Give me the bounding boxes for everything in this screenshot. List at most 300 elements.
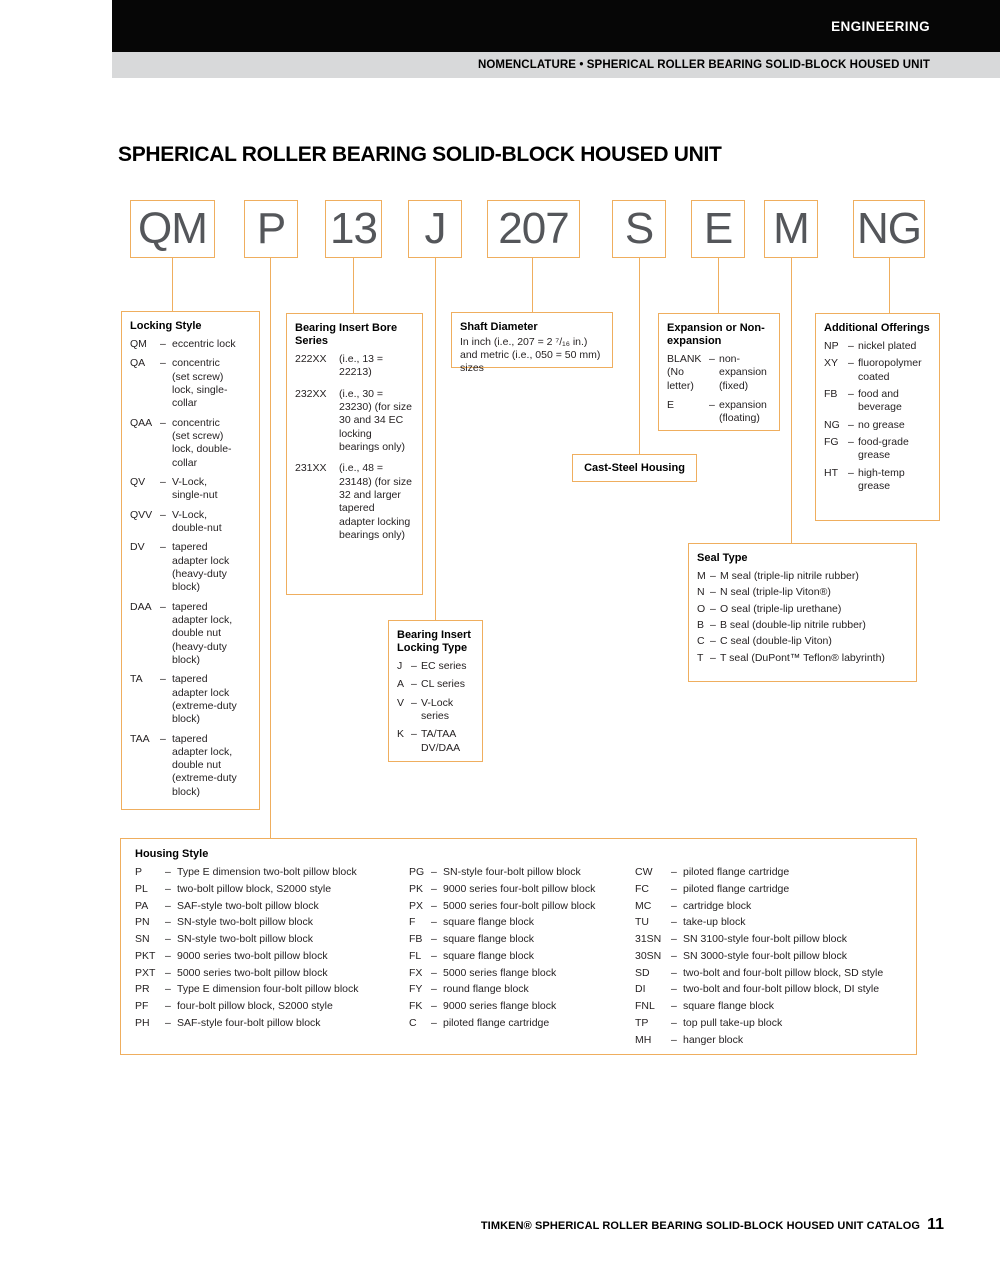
nomenclature-entry — [409, 950, 595, 964]
nomenclature-entry — [135, 1000, 359, 1014]
entry-dash: – — [160, 508, 166, 521]
connector-line-bore-series — [353, 258, 354, 313]
entry-dash: – — [671, 949, 677, 962]
header-bar — [112, 0, 1000, 52]
entry-code: DV — [130, 541, 145, 554]
entry-code: MH — [635, 1033, 652, 1046]
entry-dash: – — [165, 916, 171, 929]
entry-dash: – — [431, 966, 437, 979]
entry-desc: concentric (set screw) lock, double-collar — [172, 416, 232, 469]
nomenclature-entry — [635, 916, 883, 930]
entry-code: PKT — [135, 949, 156, 962]
nomenclature-entry — [824, 388, 931, 415]
nomenclature-entry — [135, 916, 359, 930]
entry-code: FC — [635, 882, 649, 895]
nomenclature-entry — [130, 733, 251, 800]
nomenclature-entry — [397, 660, 474, 673]
entry-code: N — [697, 586, 705, 599]
entry-code: J — [397, 659, 403, 672]
entry-dash: – — [160, 673, 166, 686]
code-box — [325, 200, 382, 258]
entry-desc: two-bolt and four-bolt pillow block, DI style — [683, 983, 880, 996]
nomenclature-entry — [697, 570, 908, 583]
entry-desc: 9000 series four-bolt pillow block — [443, 882, 596, 895]
entry-desc: hanger block — [683, 1033, 744, 1046]
housing-col-3 — [635, 866, 883, 1050]
entry-code: HT — [824, 466, 838, 479]
entry-dash: – — [848, 418, 854, 431]
entry-code: 31SN — [635, 933, 662, 945]
code-box — [612, 200, 666, 258]
entry-code: K — [397, 728, 405, 741]
entry-code: FB — [824, 387, 838, 400]
entry-list — [130, 338, 251, 799]
entry-code: B — [697, 618, 705, 631]
nomenclature-entry — [135, 933, 359, 947]
nomenclature-entry — [135, 866, 359, 880]
entry-desc: expansion (floating) — [719, 398, 767, 425]
nomenclature-entry — [295, 353, 414, 380]
entry-code: O — [697, 602, 706, 615]
entry-code: TA — [130, 673, 143, 686]
entry-dash: – — [431, 983, 437, 996]
entry-dash: – — [165, 899, 171, 912]
entry-dash: – — [160, 357, 166, 370]
entry-code: C — [409, 1016, 417, 1029]
entry-code: F — [409, 916, 416, 929]
entry-code: FY — [409, 983, 423, 996]
box-housing-style — [120, 838, 917, 1055]
code-box-label: NG — [857, 204, 921, 253]
entry-dash: – — [848, 357, 854, 370]
entry-code: T — [697, 651, 704, 664]
entry-desc: B seal (double-lip nitrile rubber) — [720, 618, 866, 631]
entry-desc: concentric (set screw) lock, single-collar — [172, 357, 228, 410]
entry-desc: cartridge block — [683, 899, 752, 912]
entry-code: PX — [409, 899, 424, 912]
nomenclature-entry — [667, 399, 771, 426]
entry-dash: – — [709, 398, 715, 411]
entry-desc: square flange block — [443, 933, 535, 945]
entry-desc: no grease — [858, 418, 905, 431]
entry-code: FX — [409, 966, 423, 979]
entry-desc: SN-style four-bolt pillow block — [443, 866, 581, 878]
entry-desc: Type E dimension two-bolt pillow block — [177, 866, 357, 878]
connector-line-shaft-diameter — [532, 258, 533, 312]
nomenclature-entry — [824, 436, 931, 463]
entry-code: C — [697, 635, 705, 648]
entry-desc: SAF-style two-bolt pillow block — [177, 899, 319, 912]
entry-code: PR — [135, 983, 150, 996]
nomenclature-entry — [397, 697, 474, 724]
nomenclature-entry — [635, 866, 883, 880]
entry-dash: – — [160, 600, 166, 613]
entry-desc: non-expansion (fixed) — [719, 352, 767, 392]
nomenclature-entry — [130, 541, 251, 594]
entry-code: PF — [135, 1000, 149, 1012]
entry-dash: – — [160, 416, 166, 429]
entry-dash: – — [431, 1016, 437, 1029]
entry-desc: four-bolt pillow block, S2000 style — [177, 1000, 333, 1012]
nomenclature-entry — [130, 338, 251, 351]
entry-code: PH — [135, 1016, 150, 1029]
entry-dash: – — [165, 882, 171, 895]
nomenclature-entry — [635, 1034, 883, 1048]
entry-list — [824, 340, 931, 493]
nomenclature-entry — [397, 678, 474, 691]
nomenclature-entry — [635, 900, 883, 914]
entry-desc: tapered adapter lock (extreme-duty block) — [172, 673, 237, 726]
nomenclature-entry — [130, 357, 251, 410]
box-title: Cast-Steel Housing — [584, 461, 685, 474]
entry-dash: – — [671, 933, 677, 945]
entry-desc: tapered adapter lock, double nut (extreme-duty block) — [172, 732, 237, 798]
nomenclature-entry — [635, 1017, 883, 1031]
entry-desc: Type E dimension four-bolt pillow block — [177, 983, 359, 996]
nomenclature-entry — [409, 900, 595, 914]
code-box — [691, 200, 745, 258]
box-bore-series — [286, 313, 423, 595]
entry-desc: SN-style two-bolt pillow block — [177, 933, 313, 945]
entry-dash: – — [165, 933, 171, 945]
nomenclature-entry — [667, 353, 771, 393]
nomenclature-entry — [295, 462, 414, 542]
code-box-label: P — [256, 204, 286, 253]
entry-desc: SAF-style four-bolt pillow block — [177, 1016, 321, 1029]
entry-code: A — [397, 678, 405, 691]
nomenclature-entry — [397, 728, 474, 755]
nomenclature-entry — [135, 1017, 359, 1031]
entry-code: MC — [635, 899, 652, 912]
entry-code: NP — [824, 339, 839, 352]
entry-dash: – — [671, 866, 677, 878]
entry-dash: – — [411, 696, 417, 709]
entry-dash: – — [165, 866, 171, 878]
nomenclature-entry — [635, 1000, 883, 1014]
entry-code: 231XX — [295, 462, 327, 475]
entry-code: SN — [135, 933, 150, 945]
entry-code: PXT — [135, 966, 156, 979]
entry-desc: V-Lock series — [421, 696, 454, 722]
entry-desc: C seal (double-lip Viton) — [720, 635, 832, 648]
entry-dash: – — [671, 916, 677, 929]
entry-desc: round flange block — [443, 983, 529, 996]
entry-dash: – — [431, 899, 437, 912]
box-title: Seal Type — [697, 552, 748, 564]
entry-code: PA — [135, 899, 149, 912]
nomenclature-entry — [135, 883, 359, 897]
nomenclature-entry — [824, 340, 931, 353]
entry-desc: two-bolt and four-bolt pillow block, SD style — [683, 966, 884, 979]
entry-code: FK — [409, 1000, 423, 1012]
section-label: ENGINEERING — [831, 18, 930, 34]
entry-desc: piloted flange cartridge — [683, 866, 790, 878]
entry-desc: nickel plated — [858, 339, 917, 352]
page-title: SPHERICAL ROLLER BEARING SOLID-BLOCK HOUSED UNIT — [118, 143, 722, 166]
nomenclature-entry — [697, 603, 908, 616]
entry-code: 232XX — [295, 387, 327, 400]
entry-code: PN — [135, 916, 150, 929]
nomenclature-entry — [635, 883, 883, 897]
entry-dash: – — [671, 966, 677, 979]
box-locking-type — [388, 620, 483, 762]
entry-desc: piloted flange cartridge — [443, 1016, 550, 1029]
nomenclature-entry — [697, 652, 908, 665]
entry-code: TAA — [130, 732, 150, 745]
entry-dash: – — [160, 541, 166, 554]
code-box-label: QM — [138, 204, 207, 253]
code-box — [487, 200, 580, 258]
entry-dash: – — [160, 337, 166, 350]
entry-code: XY — [824, 357, 839, 370]
entry-desc: 5000 series four-bolt pillow block — [443, 899, 596, 912]
entry-code: TU — [635, 916, 649, 929]
code-box — [408, 200, 462, 258]
code-box-label: J — [424, 204, 446, 253]
box-title: Housing Style — [135, 848, 209, 860]
page-number: 11 — [927, 1216, 944, 1233]
nomenclature-entry — [130, 601, 251, 668]
entry-dash: – — [671, 983, 677, 996]
entry-code: DAA — [130, 600, 152, 613]
nomenclature-entry — [697, 635, 908, 648]
entry-dash: – — [671, 899, 677, 912]
entry-desc: fluoropolymer coated — [858, 357, 922, 383]
box-title: Bearing Insert Locking Type — [397, 629, 471, 654]
entry-desc: CL series — [421, 678, 465, 691]
nomenclature-entry — [697, 619, 908, 632]
entry-dash: – — [411, 678, 417, 691]
entry-dash: – — [710, 586, 716, 599]
nomenclature-entry — [635, 967, 883, 981]
nomenclature-entry — [824, 419, 931, 432]
entry-dash: – — [160, 475, 166, 488]
connector-line-locking-type — [435, 258, 436, 620]
entry-desc: top pull take-up block — [683, 1016, 783, 1029]
entry-dash: – — [671, 1000, 677, 1012]
entry-dash: – — [431, 866, 437, 878]
nomenclature-entry — [409, 883, 595, 897]
nomenclature-entry — [130, 417, 251, 470]
entry-list — [667, 353, 771, 426]
nomenclature-entry — [409, 1017, 595, 1031]
entry-dash: – — [848, 339, 854, 352]
entry-desc: V-Lock, single-nut — [172, 475, 218, 502]
entry-desc: food and beverage — [858, 387, 902, 414]
entry-dash: – — [411, 728, 417, 741]
box-title: Expansion or Non-expansion — [667, 322, 765, 347]
box-title: Bearing Insert Bore Series — [295, 322, 398, 347]
entry-desc: SN 3100-style four-bolt pillow block — [683, 933, 847, 945]
entry-dash: – — [431, 882, 437, 895]
entry-code: FNL — [635, 1000, 655, 1012]
nomenclature-entry — [409, 916, 595, 930]
box-cast-steel-housing — [572, 454, 697, 482]
entry-desc: 9000 series flange block — [443, 1000, 557, 1012]
entry-code: BLANK (No letter) — [667, 352, 702, 392]
entry-dash: – — [671, 1033, 677, 1046]
entry-dash: – — [848, 435, 854, 448]
housing-col-2 — [409, 866, 595, 1034]
entry-code: FB — [409, 933, 423, 945]
entry-dash: – — [431, 933, 437, 945]
entry-desc: take-up block — [683, 916, 746, 929]
code-box-label: 13 — [330, 204, 377, 253]
entry-dash: – — [431, 949, 437, 962]
entry-desc: V-Lock, double-nut — [172, 508, 222, 534]
entry-code: NG — [824, 418, 840, 431]
nomenclature-entry — [824, 467, 931, 494]
entry-code: FG — [824, 435, 839, 448]
entry-desc: food-grade grease — [858, 435, 909, 462]
entry-dash: – — [165, 983, 171, 996]
box-title: Locking Style — [130, 320, 202, 332]
entry-desc: SN-style two-bolt pillow block — [177, 916, 313, 929]
nomenclature-entry — [135, 950, 359, 964]
entry-code: E — [667, 398, 675, 411]
entry-code: QM — [130, 337, 147, 350]
footer-text: TIMKEN® SPHERICAL ROLLER BEARING SOLID-BLOCK HOUSED UNIT CATALOG — [480, 1220, 921, 1232]
entry-desc: T seal (DuPont™ Teflon® labyrinth) — [720, 651, 885, 664]
code-box-label: E — [703, 204, 733, 253]
box-locking-style — [121, 311, 260, 810]
entry-desc: tapered adapter lock, double nut (heavy-duty block) — [172, 600, 233, 666]
nomenclature-entry — [409, 933, 595, 947]
entry-code: SD — [635, 966, 650, 979]
nomenclature-entry — [135, 983, 359, 997]
breadcrumb: NOMENCLATURE • SPHERICAL ROLLER BEARING SOLID-BLOCK HOUSED UNIT — [477, 59, 930, 71]
entry-desc: O seal (triple-lip urethane) — [720, 602, 842, 615]
entry-desc: eccentric lock — [172, 337, 236, 350]
entry-desc: 9000 series two-bolt pillow block — [177, 949, 328, 962]
nomenclature-entry — [697, 586, 908, 599]
entry-desc: SN 3000-style four-bolt pillow block — [683, 949, 847, 962]
code-box-label: M — [773, 204, 809, 253]
entry-dash: – — [709, 352, 715, 365]
connector-line-cast-steel — [639, 258, 640, 454]
nomenclature-entry — [130, 673, 251, 726]
nomenclature-entry — [130, 476, 251, 503]
nomenclature-entry — [635, 983, 883, 997]
breadcrumb-bar — [112, 52, 1000, 78]
entry-desc: N seal (triple-lip Viton®) — [720, 586, 831, 599]
box-title: Additional Offerings — [824, 322, 930, 334]
entry-desc: 5000 series two-bolt pillow block — [177, 966, 328, 979]
entry-dash: – — [160, 732, 166, 745]
nomenclature-entry — [824, 357, 931, 384]
code-box — [853, 200, 925, 258]
nomenclature-entry — [635, 950, 883, 964]
nomenclature-entry — [135, 900, 359, 914]
entry-code: V — [397, 696, 405, 709]
connector-line-seal-type — [791, 258, 792, 543]
entry-code: P — [135, 866, 143, 878]
entry-desc: M seal (triple-lip nitrile rubber) — [720, 569, 859, 582]
entry-dash: – — [710, 651, 716, 664]
entry-code: M — [697, 569, 706, 582]
entry-desc: 5000 series flange block — [443, 966, 557, 979]
entry-dash: – — [710, 569, 716, 582]
nomenclature-entry — [135, 967, 359, 981]
entry-dash: – — [431, 916, 437, 929]
entry-desc: TA/TAA DV/DAA — [421, 728, 461, 754]
entry-dash: – — [165, 1000, 171, 1012]
entry-list — [295, 353, 414, 542]
code-box — [244, 200, 298, 258]
entry-dash: – — [710, 602, 716, 615]
code-box-label: 207 — [498, 204, 569, 253]
entry-desc: square flange block — [443, 949, 535, 962]
entry-dash: – — [165, 1016, 171, 1029]
entry-desc: square flange block — [683, 1000, 775, 1012]
box-seal-type — [688, 543, 917, 682]
entry-list — [697, 570, 908, 665]
nomenclature-entry — [409, 866, 595, 880]
entry-dash: – — [671, 1016, 677, 1029]
entry-code: PG — [409, 866, 425, 878]
entry-code: QA — [130, 357, 146, 370]
entry-desc: piloted flange cartridge — [683, 882, 790, 895]
shaft-diameter-desc: In inch (i.e., 207 = 2 ⁷/₁₆ in.) and metric (i.e., 050 = 50 mm) sizes — [460, 335, 601, 375]
nomenclature-entry — [409, 967, 595, 981]
entry-code: QVV — [130, 508, 153, 521]
box-shaft-diameter — [451, 312, 613, 375]
entry-code: QAA — [130, 416, 153, 429]
connector-line-housing-style — [270, 258, 271, 838]
code-box-label: S — [624, 204, 654, 253]
entry-code: TP — [635, 1016, 649, 1029]
footer — [481, 1216, 944, 1234]
connector-line-expansion — [718, 258, 719, 313]
entry-desc: (i.e., 30 = 23230) (for size 30 and 34 EC locking bearings only) — [339, 387, 412, 453]
box-title: Shaft Diameter — [460, 321, 538, 333]
entry-desc: tapered adapter lock (heavy-duty block) — [172, 541, 230, 594]
entry-dash: – — [848, 466, 854, 479]
entry-code: 222XX — [295, 352, 327, 365]
entry-code: PL — [135, 882, 148, 895]
entry-list — [397, 660, 474, 755]
entry-desc: high-temp grease — [858, 466, 905, 492]
housing-col-1 — [135, 866, 359, 1034]
entry-dash: – — [165, 949, 171, 962]
entry-dash: – — [710, 635, 716, 648]
box-expansion — [658, 313, 780, 431]
entry-dash: – — [165, 966, 171, 979]
nomenclature-entry — [409, 983, 595, 997]
entry-code: DI — [635, 983, 646, 996]
nomenclature-entry — [409, 1000, 595, 1014]
entry-desc: two-bolt pillow block, S2000 style — [177, 882, 332, 895]
entry-dash: – — [431, 1000, 437, 1012]
code-box — [764, 200, 818, 258]
entry-code: CW — [635, 866, 653, 878]
box-additional-offerings — [815, 313, 940, 521]
code-box — [130, 200, 215, 258]
nomenclature-entry — [295, 388, 414, 455]
connector-line-locking-style — [172, 258, 173, 311]
entry-dash: – — [710, 618, 716, 631]
entry-desc: EC series — [421, 659, 467, 672]
entry-code: 30SN — [635, 949, 662, 962]
entry-code: FL — [409, 949, 422, 962]
connector-line-additional — [889, 258, 890, 313]
entry-code: PK — [409, 882, 424, 895]
entry-desc: square flange block — [443, 916, 535, 929]
entry-desc: (i.e., 13 = 22213) — [339, 352, 384, 379]
entry-dash: – — [411, 659, 417, 672]
entry-desc: (i.e., 48 = 23148) (for size 32 and larger tapered adapter locking bearings only) — [339, 462, 412, 541]
nomenclature-entry — [635, 933, 883, 947]
